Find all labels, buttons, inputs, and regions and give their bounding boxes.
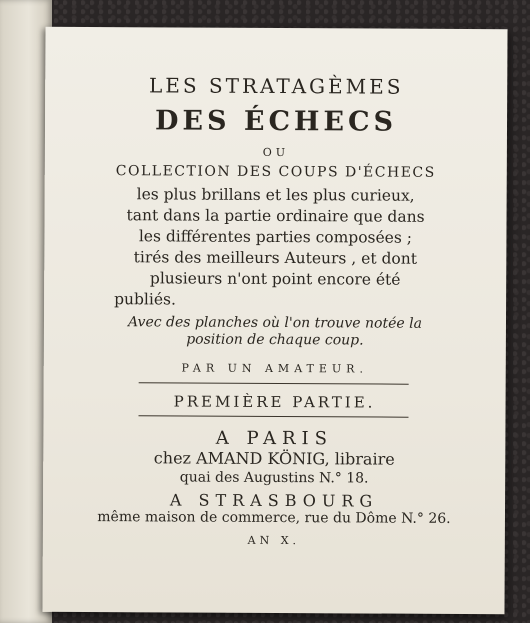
city-paris: A PARIS [215,427,334,450]
body-line: plusieurs n'ont point encore été [149,269,401,289]
city-strasbourg: A STRASBOURG [169,490,379,511]
title-line-2: DES ÉCHECS [154,105,398,138]
title-page [42,27,507,614]
publisher-line: chez AMAND KÖNIG, libraire [153,448,395,469]
rule-bottom [138,415,408,417]
body-line: tirés des meilleurs Auteurs , et dont [133,248,418,268]
collection-line: COLLECTION DES COUPS D'ÉCHECS [115,163,436,181]
body-line: publiés. [114,290,176,309]
italic-line-2: position de chaque coup. [186,331,364,349]
body-line: tant dans la partie ordinaire que dans [126,206,425,226]
title-line-1: LES STRATAGÈMES [148,73,404,99]
italic-line-1: Avec des planches où l'on trouve notée la [127,314,422,332]
part-line: PREMIÈRE PARTIE. [173,392,376,412]
body-line: les différentes parties composées ; [138,227,413,247]
body-line: les plus brillans et les plus curieux, [136,185,415,205]
rule-top [139,382,409,384]
author-line: PAR UN AMATEUR. [181,361,369,376]
year-line: AN X. [247,533,301,548]
ou-line: OU [262,145,290,160]
address-strasbourg: même maison de commerce, rue du Dôme N.° 26. [97,509,451,527]
address-paris: quai des Augustins N.° 18. [179,469,369,487]
